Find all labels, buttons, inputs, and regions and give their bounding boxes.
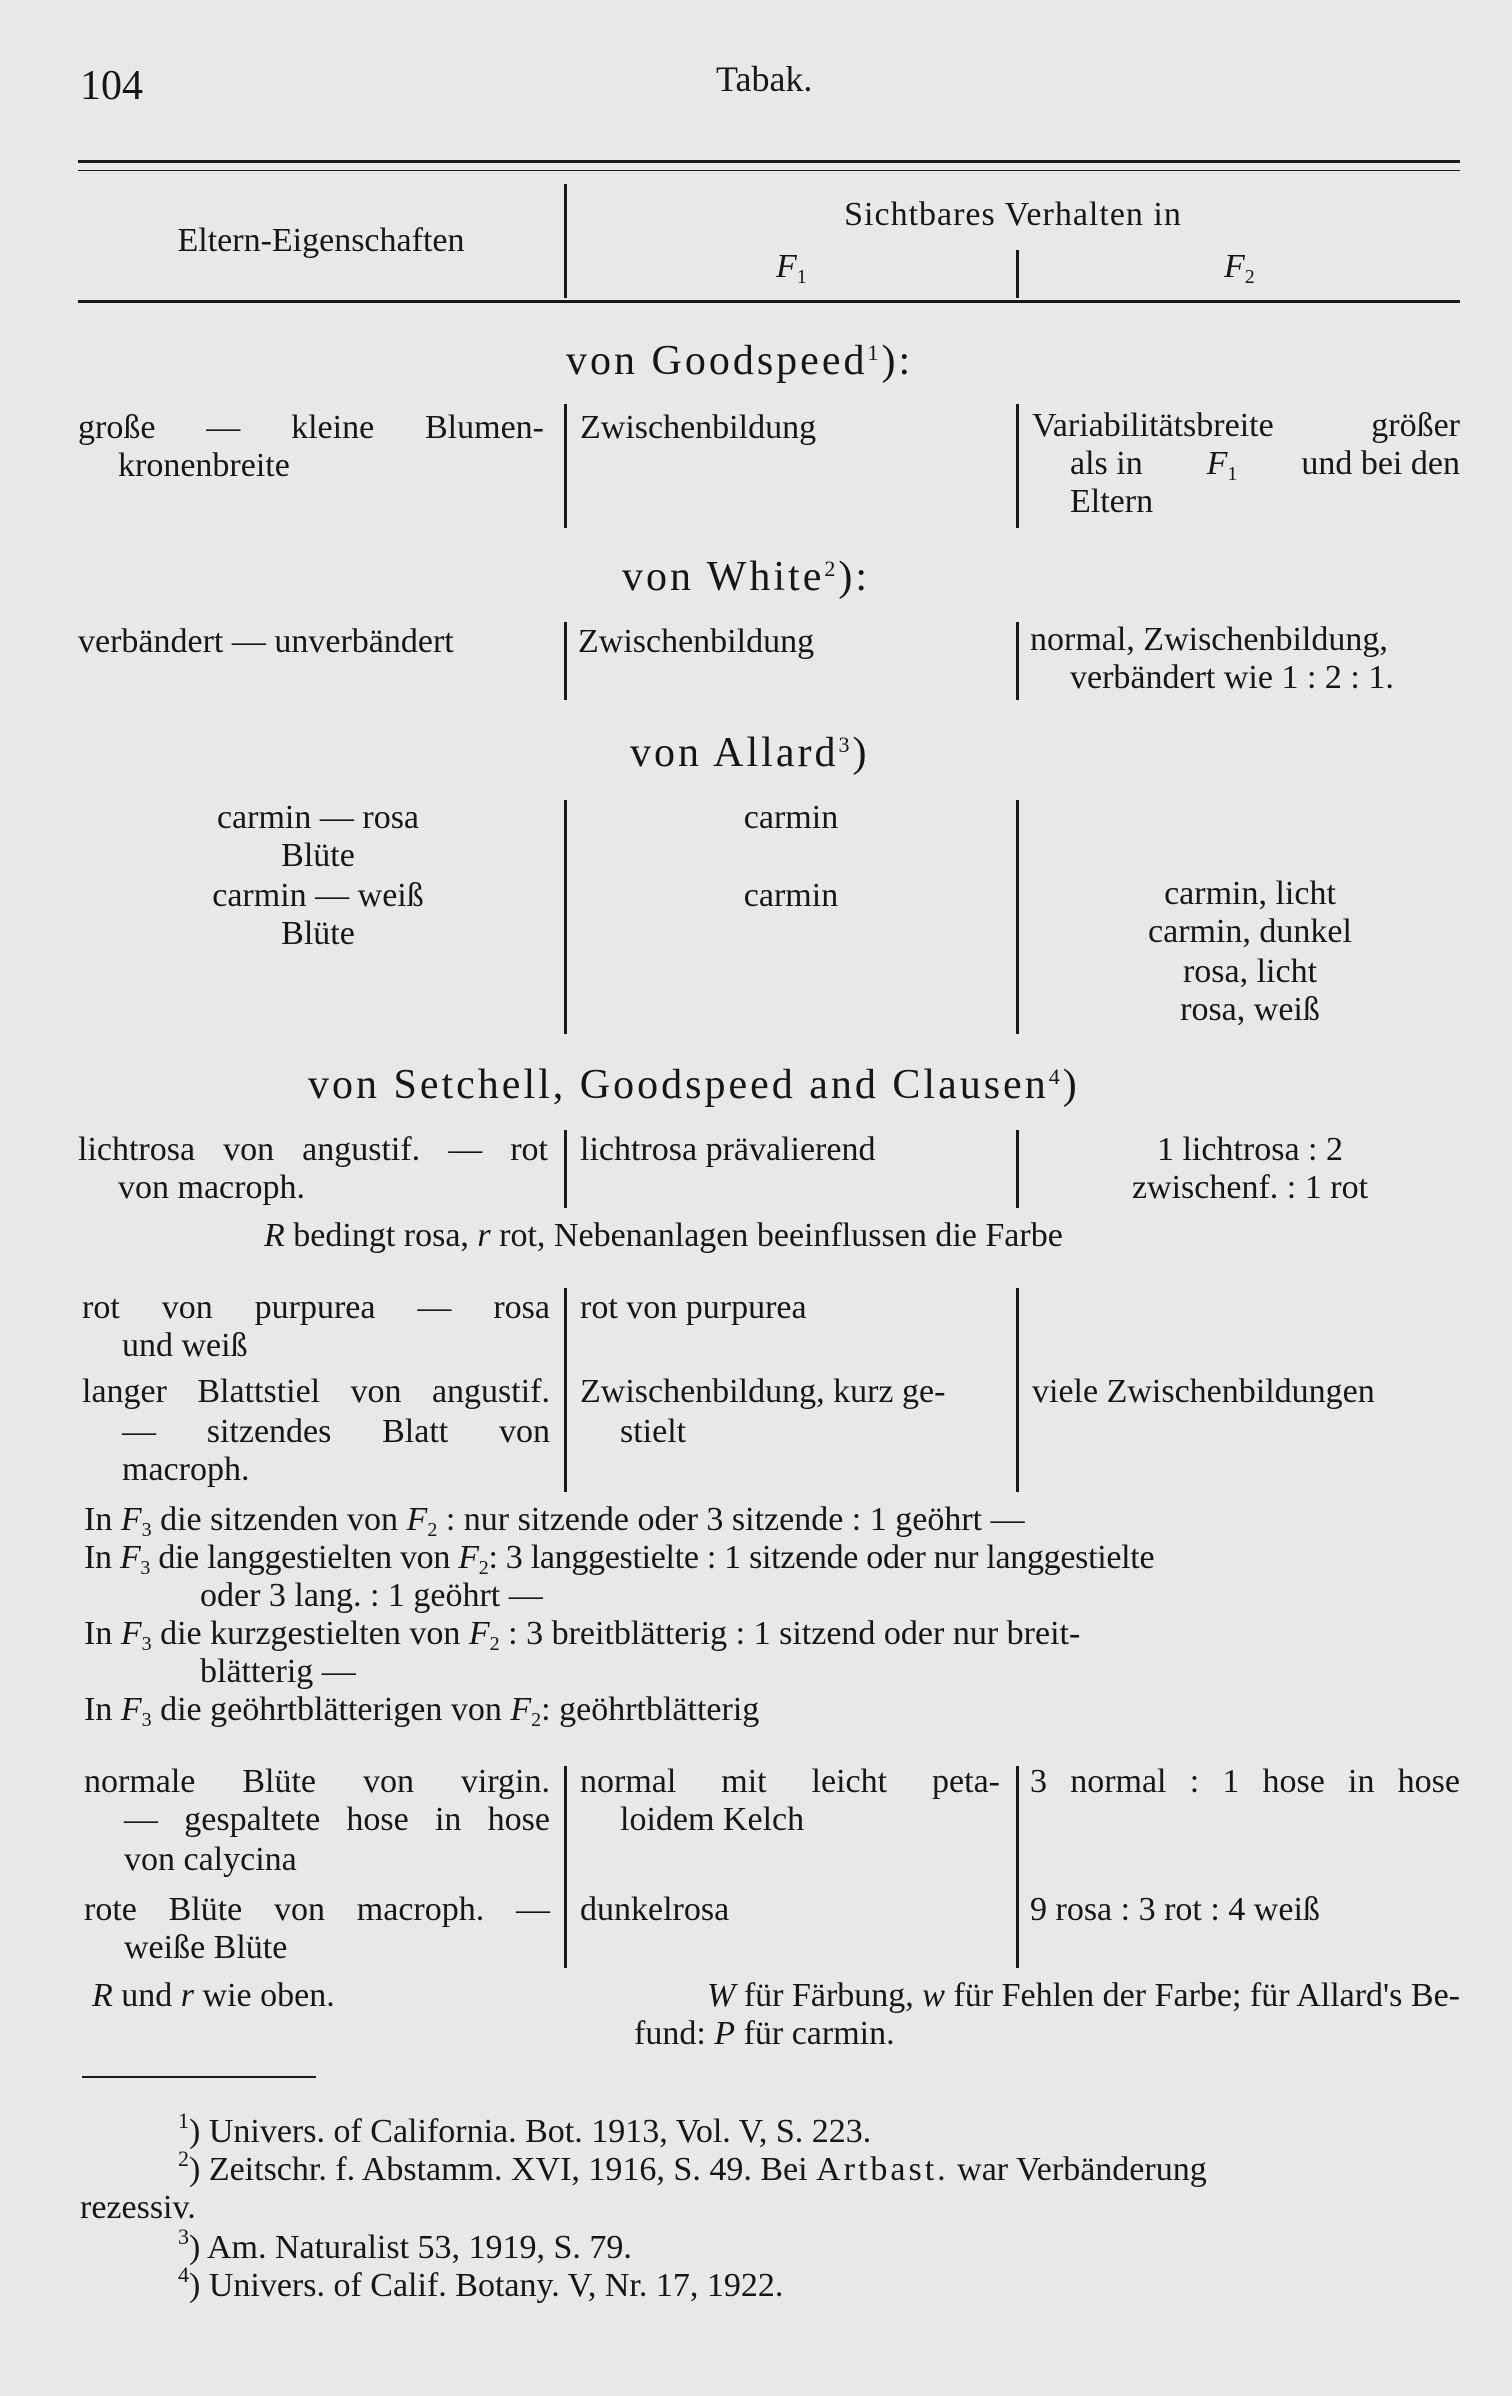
setchell-row4-parent-line1: normale Blüte von virgin. xyxy=(84,1763,550,1800)
setchell-row5-parent-line1: rote Blüte von macroph. — xyxy=(84,1891,550,1928)
final-note-line1: R und r wie oben. W für Färbung, w für Fehlen der Farbe; für Allard's Be- xyxy=(92,1977,1460,2014)
setchell-row2-parent-line2: und weiß xyxy=(122,1327,248,1364)
white-divider-2 xyxy=(1016,622,1019,700)
setchell-row2-parent-line1: rot von purpurea — rosa xyxy=(82,1289,550,1326)
white-divider-1 xyxy=(564,622,567,700)
footnote-1: $^1$) Univers. of California. Bot. 1913, Vol. V, S. 223. xyxy=(178,2108,872,2150)
section-heading-setchell: von Setchell, Goodspeed and Clausen$^4$) xyxy=(308,1062,1080,1108)
setchell-row1-f2-line1: 1 lichtrosa : 2 xyxy=(1156,1131,1344,1168)
goodspeed-f2-line2: als in $F_1$ und bei den xyxy=(1070,445,1460,485)
white-f2-line1: normal, Zwischenbildung, xyxy=(1030,621,1388,658)
footnote-rule xyxy=(82,2076,316,2078)
goodspeed-parent-line1: große — kleine Blumen- xyxy=(78,409,544,446)
setchell-row4-parent-line2: — gespaltete hose in hose xyxy=(124,1801,550,1838)
setchell-row5-parent-line2: weiße Blüte xyxy=(124,1929,288,1966)
setchell-row3-parent-line1: langer Blattstiel von angustif. xyxy=(82,1373,550,1410)
final-note-line2: fund: P für carmin. xyxy=(634,2015,895,2052)
setchell-row23-divider-2 xyxy=(1016,1288,1019,1492)
f3-line-2: In $F_3$ die langgestielten von $F_2$: 3 langgestielte : 1 sitzende oder nur langgestielte xyxy=(84,1539,1155,1579)
allard-parent2-line2: Blüte xyxy=(281,915,355,952)
allard-parent1-line2: Blüte xyxy=(281,837,355,874)
goodspeed-parent-line2: kronenbreite xyxy=(118,447,290,484)
f3-line-3-cont: blätterig — xyxy=(200,1653,356,1690)
setchell-row4-f1-line1: normal mit leicht peta- xyxy=(580,1763,1000,1800)
table-top-rule-thin xyxy=(78,170,1460,171)
goodspeed-f1: Zwischenbildung xyxy=(580,409,817,446)
goodspeed-f2-line3: Eltern xyxy=(1070,483,1154,520)
header-parent-properties: Eltern-Eigenschaften xyxy=(177,222,465,259)
table-top-rule xyxy=(78,160,1460,163)
setchell-row5-f2: 9 rosa : 3 rot : 4 weiß xyxy=(1030,1891,1320,1928)
setchell-row4-f2: 3 normal : 1 hose in hose xyxy=(1030,1763,1460,1800)
allard-divider-2 xyxy=(1016,800,1019,1034)
setchell-row3-parent-line2: — sitzendes Blatt von xyxy=(122,1413,550,1450)
allard-f2-2: carmin, dunkel xyxy=(1148,913,1352,950)
white-f1: Zwischenbildung xyxy=(578,623,815,660)
allard-f2-3: rosa, licht xyxy=(1182,953,1318,990)
footnote-4: $^4$) Univers. of Calif. Botany. V, Nr. 17, 1922. xyxy=(178,2262,784,2304)
setchell-row23-divider-1 xyxy=(564,1288,567,1492)
setchell-row45-divider-1 xyxy=(564,1766,567,1968)
setchell-row4-f1-line2: loidem Kelch xyxy=(620,1801,805,1838)
setchell-row3-f2: viele Zwischenbildungen xyxy=(1032,1373,1375,1410)
allard-f1-2: carmin xyxy=(743,877,839,914)
header-bottom-rule xyxy=(78,300,1460,303)
allard-parent1-line1: carmin — rosa xyxy=(216,799,420,836)
allard-f2-4: rosa, weiß xyxy=(1180,991,1320,1028)
setchell-row1-parent-line1: lichtrosa von angustif. — rot xyxy=(78,1131,548,1168)
allard-f2-1: carmin, licht xyxy=(1164,875,1336,912)
setchell-row2-f1: rot von purpurea xyxy=(580,1289,807,1326)
setchell-row1-f1: lichtrosa prävalierend xyxy=(580,1131,876,1168)
white-parent: verbändert — unverbändert xyxy=(78,623,454,660)
setchell-row3-f1-line1: Zwischenbildung, kurz ge- xyxy=(580,1373,946,1410)
section-heading-allard: von Allard$^3$) xyxy=(630,730,870,776)
setchell-row45-divider-2 xyxy=(1016,1766,1019,1968)
footnote-2-cont: rezessiv. xyxy=(80,2189,196,2226)
setchell-note: R bedingt rosa, r rot, Nebenanlagen beeinflussen die Farbe xyxy=(264,1217,1063,1254)
setchell-row1-parent-line2: von macroph. xyxy=(118,1169,305,1206)
setchell-row3-parent-line3: macroph. xyxy=(122,1451,250,1488)
f3-line-4: In $F_3$ die geöhrtblätterigen von $F_2$: geöhrtblätterig xyxy=(84,1691,760,1731)
footnote-2: $^2$) Zeitschr. f. Abstamm. XVI, 1916, S. 49. Bei Artbast. war Verbänderung xyxy=(178,2146,1207,2188)
f3-line-2-cont: oder 3 lang. : 1 geöhrt — xyxy=(200,1577,543,1614)
goodspeed-f2-line1: Variabilitätsbreite größer xyxy=(1032,407,1460,444)
setchell-row3-f1-line2: stielt xyxy=(620,1413,687,1450)
goodspeed-divider-2 xyxy=(1016,404,1019,528)
setchell-row4-parent-line3: von calycina xyxy=(124,1841,297,1878)
setchell-row1-divider-1 xyxy=(564,1130,567,1208)
footnote-3: $^3$) Am. Naturalist 53, 1919, S. 79. xyxy=(178,2224,632,2266)
section-heading-white: von White$^2$): xyxy=(622,554,871,600)
setchell-row1-f2-line2: zwischenf. : 1 rot xyxy=(1131,1169,1369,1206)
header-f1: $F_1$ xyxy=(776,248,807,288)
header-f2: $F_2$ xyxy=(1224,248,1255,288)
section-heading-goodspeed: von Goodspeed$^1$): xyxy=(566,338,914,384)
allard-parent2-line1: carmin — weiß xyxy=(212,877,424,914)
setchell-row5-f1: dunkelrosa xyxy=(580,1891,730,1928)
f3-line-3: In $F_3$ die kurzgestielten von $F_2$ : 3 breitblätterig : 1 sitzend oder nur breit- xyxy=(84,1615,1081,1655)
setchell-row1-divider-2 xyxy=(1016,1130,1019,1208)
page-number: 104 xyxy=(80,63,143,109)
white-f2-line2: verbändert wie 1 : 2 : 1. xyxy=(1070,659,1394,696)
header-visible-behavior: Sichtbares Verhalten in xyxy=(844,196,1182,233)
header-divider-2 xyxy=(1016,250,1019,298)
running-head: Tabak. xyxy=(716,59,813,99)
allard-f1-1: carmin xyxy=(743,799,839,836)
f3-line-1: In $F_3$ die sitzenden von $F_2$ : nur sitzende oder 3 sitzende : 1 geöhrt — xyxy=(84,1501,1025,1541)
goodspeed-divider-1 xyxy=(564,404,567,528)
